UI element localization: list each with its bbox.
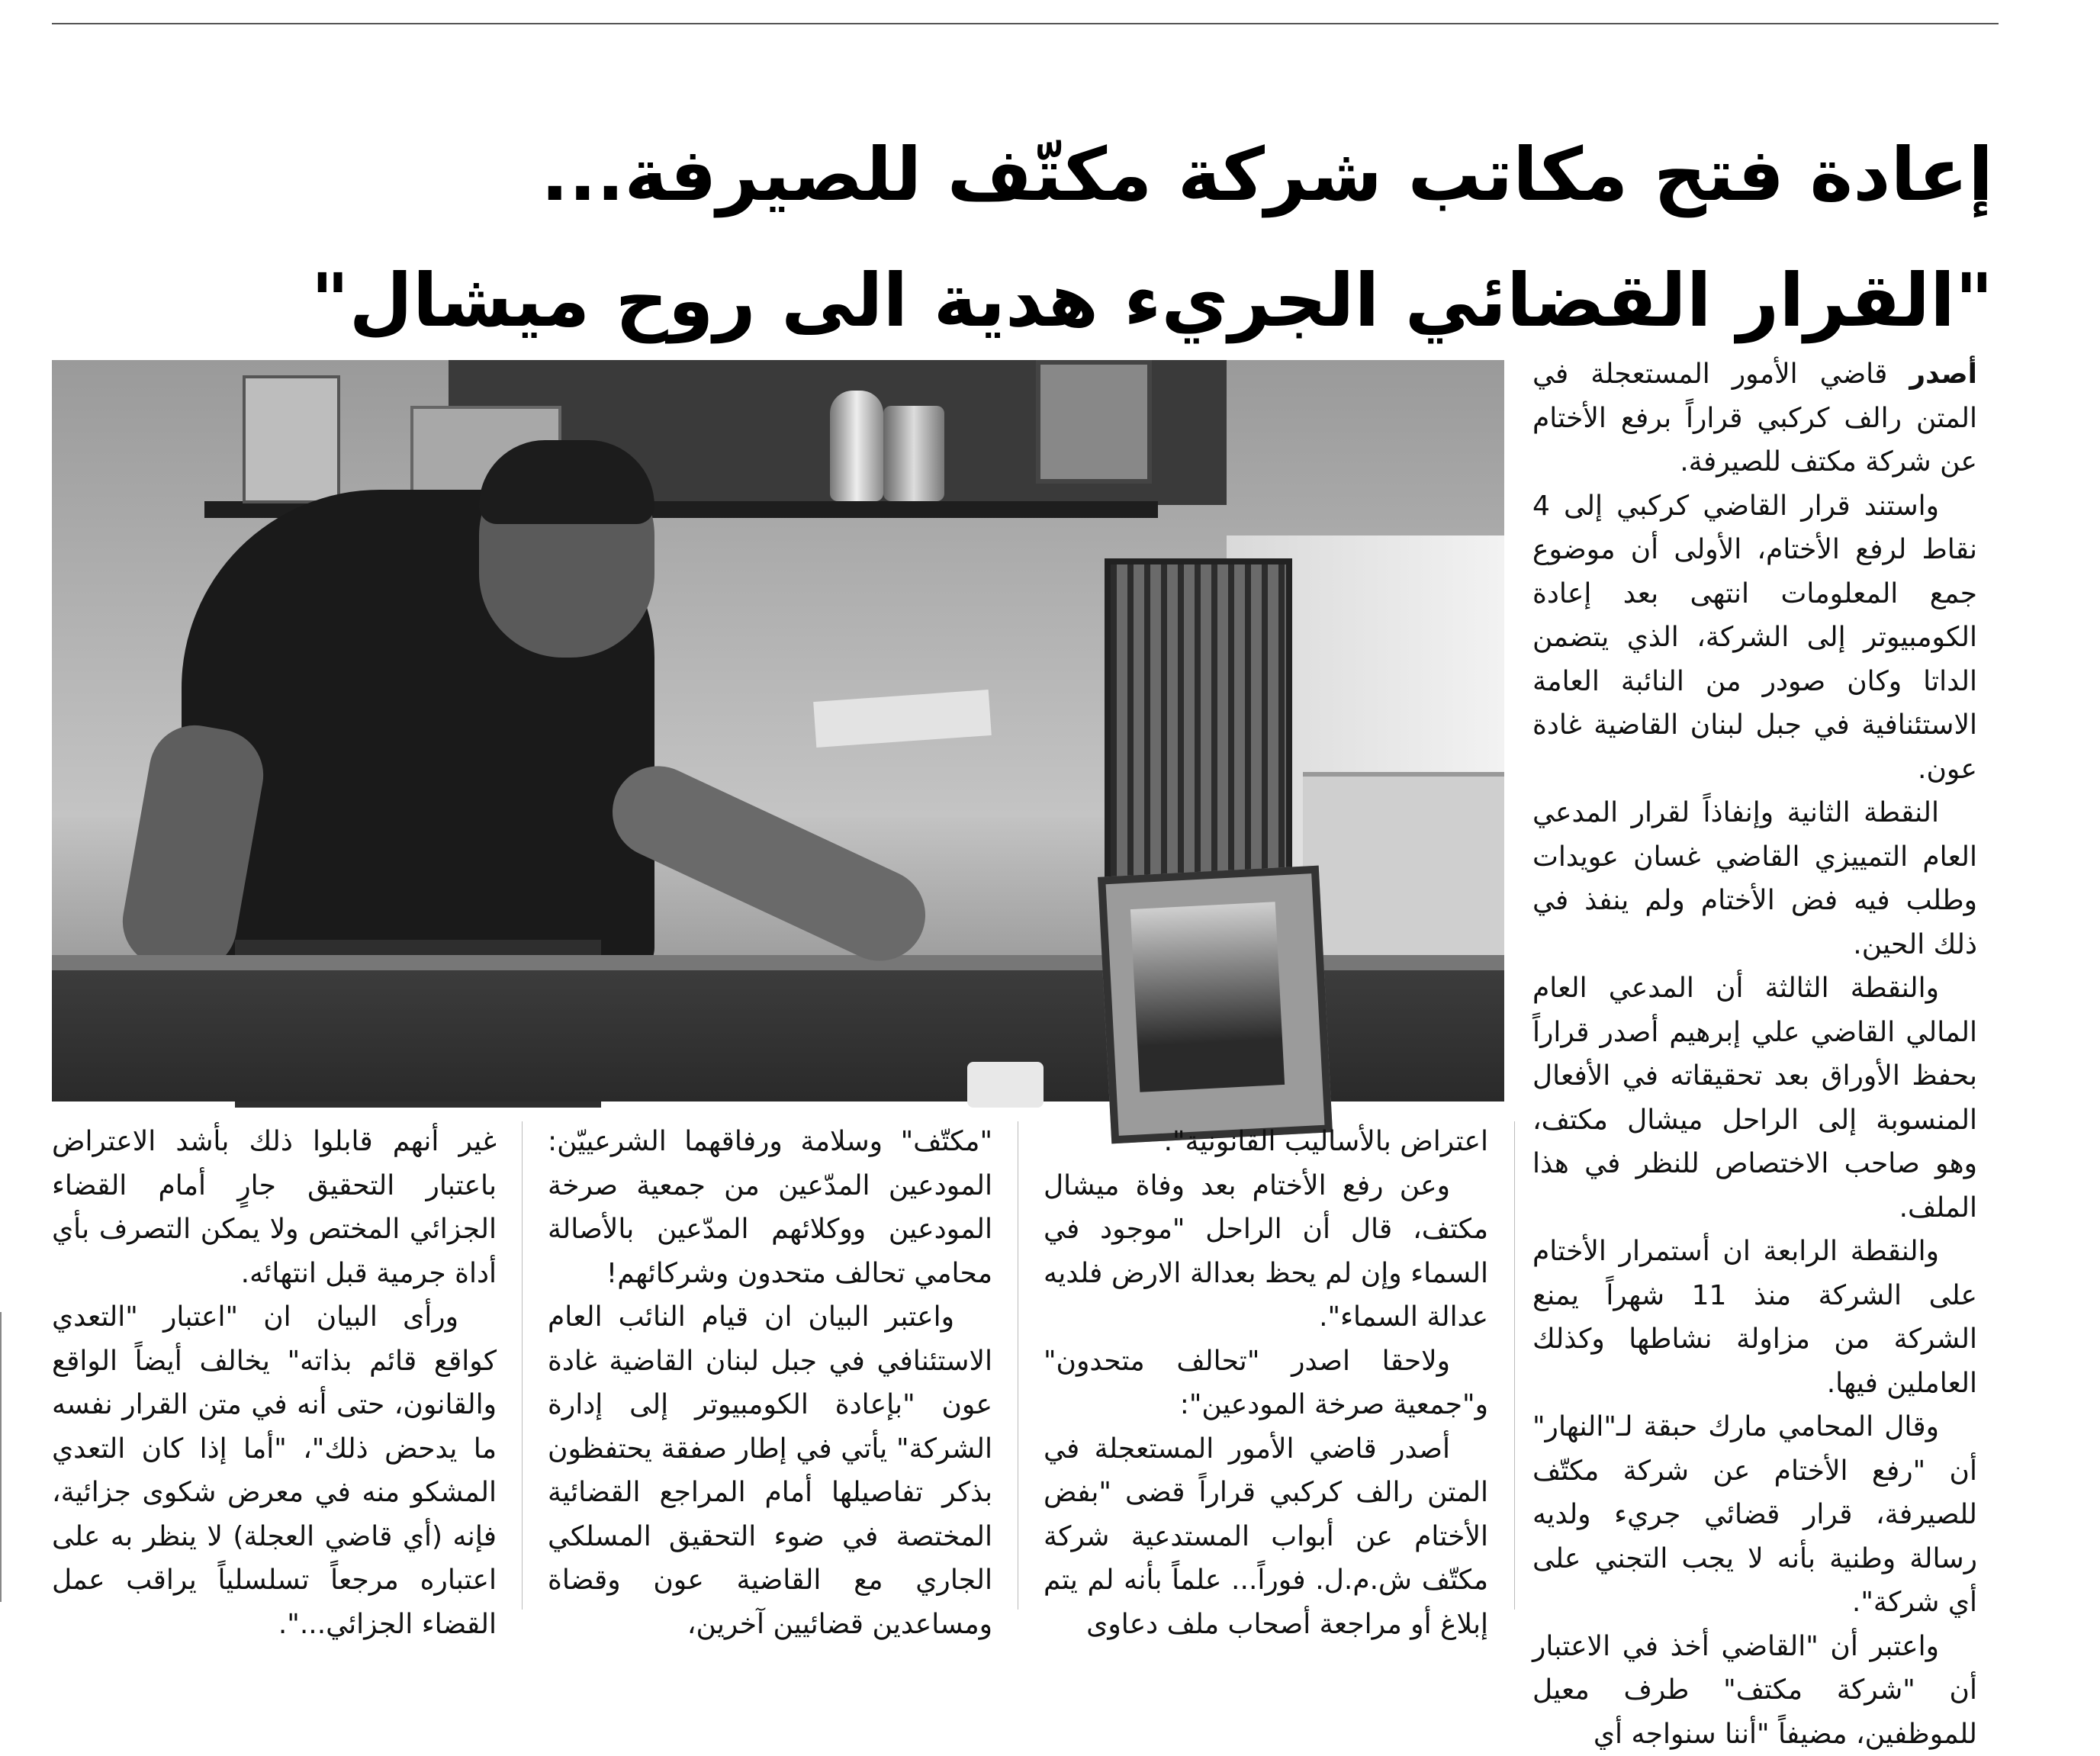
column-divider xyxy=(522,1121,523,1610)
column-divider xyxy=(1514,1121,1515,1610)
paragraph-text: قاضي الأمور المستعجلة في المتن رالف كركبي قراراً برفع الأختام عن شركة مكتف للصيرفة. xyxy=(1532,359,1977,478)
headline-line-2: "القرار القضائي الجريء هدية الى روح ميشال" xyxy=(311,251,1993,350)
paragraph: وعن رفع الأختام بعد وفاة ميشال مكتف، قال أن الراحل "موجود في السماء وإن لم يحظ بعدالة الارض فلديه عدالة السماء". xyxy=(1044,1164,1488,1340)
top-rule xyxy=(52,23,1999,24)
paragraph: اعتراض بالأساليب القانونية". xyxy=(1044,1120,1488,1164)
article-photo xyxy=(52,360,1504,1102)
paragraph: غير أنهم قابلوا ذلك بأشد الاعتراض باعتبار التحقيق جارٍ أمام القضاء الجزائي المختص ولا يمكن التصرف بأي أداة جرمية قبل انتهائه. xyxy=(52,1120,497,1295)
page-edge-mark xyxy=(0,1312,2,1602)
photo-candle xyxy=(967,1062,1044,1108)
paragraph: "مكتّف" وسلامة ورفاقهما الشرعييّن: المودعين المدّعين من جمعية صرخة المودعين ووكلائهم المدّعين بالأصالة محامي تحالف متحدون وشركائهم! xyxy=(548,1120,992,1295)
headline-line-1: إعادة فتح مكاتب شركة مكتّف للصيرفة... xyxy=(541,125,1993,224)
paragraph: والنقطة الرابعة ان أستمرار الأختام على الشركة منذ 11 شهراً يمنع الشركة من مزاولة نشاطها وكذلك العاملين فيها. xyxy=(1532,1230,1977,1405)
paragraph: واعتبر أن "القاضي أخذ في الاعتبار أن "شركة مكتف" طرف معيل للموظفين، مضيفاً "أننا سنواجه أي xyxy=(1532,1625,1977,1756)
article-column-3 xyxy=(548,1120,992,1619)
paragraph: والنقطة الثالثة أن المدعي العام المالي القاضي علي إبرهيم أصدر قراراً بحفظ الأوراق بعد تحقيقاته في الأفعال المنسوبة إلى الراحل ميشال مكتف، وهو صاحب الاختصاص للنظر في هذا الملف. xyxy=(1532,966,1977,1230)
paragraph: واستند قرار القاضي كركبي إلى 4 نقاط لرفع الأختام، الأولى أن موضوع جمع المعلومات انتهى بعد إعادة الكومبيوتر إلى الشركة، الذي يتضمن الداتا وكان صودر من النائبة العامة الاستئنافية في جبل لبنان القاضية غادة عون. xyxy=(1532,484,1977,792)
article-column-2 xyxy=(1044,1120,1488,1619)
photo-portrait-picture xyxy=(1130,902,1285,1092)
photo-vase xyxy=(830,391,883,501)
photo-religious-icon xyxy=(243,375,340,503)
paragraph: النقطة الثانية وإنفاذاً لقرار المدعي العام التمييزي القاضي غسان عويدات وطلب فيه فض الأختام ولم ينفذ في ذلك الحين. xyxy=(1532,791,1977,966)
paragraph: ولاحقا اصدر "تحالف متحدون" و"جمعية صرخة المودعين": xyxy=(1044,1340,1488,1427)
paragraph: ورأى البيان ان "اعتبار "التعدي كواقع قائم بذاته" يخالف أيضاً الواقع والقانون، حتى أنه في متن القرار نفسه ما يدحض ذلك"، "أما إذا كان التعدي المشكو منه في معرض شكوى جزائية، فإنه (أي قاضي العجلة) لا ينظر به على اعتباره مرجعاً تسلسلياً يراقب عمل القضاء الجزائي...". xyxy=(52,1295,497,1646)
paragraph: أصدر قاضي الأمور المستعجلة في المتن رالف كركبي قراراً قضى "بفض الأختام عن أبواب المستدعية شركة مكتّف ش.م.ل. فوراً... علماً بأنه لم يتم إبلاغ أو مراجعة أصحاب ملف دعاوى xyxy=(1044,1427,1488,1647)
paragraph: وقال المحامي مارك حبقة لـ"النهار" أن "رفع الأختام عن شركة مكتّف للصيرفة، قرار قضائي جريء ولديه رسالة وطنية بأنه لا يجب التجني على أي شركة". xyxy=(1532,1405,1977,1625)
article-column-1 xyxy=(1532,352,1977,1619)
article-column-4 xyxy=(52,1120,497,1619)
paragraph xyxy=(1532,352,1977,484)
paragraph: واعتبر البيان ان قيام النائب العام الاستئنافي في جبل لبنان القاضية غادة عون "بإعادة الكومبيوتر إلى إدارة الشركة" يأتي في إطار صفقة يحتفظون بذكر تفاصيلها أمام المراجع القضائية المختصة في ضوء التحقيق المسلكي الجاري مع القاضية عون وقضاة ومساعدين قضائيين آخرين، xyxy=(548,1295,992,1646)
photo-gold-frame xyxy=(1036,360,1152,484)
photo-person-hair xyxy=(479,440,654,524)
photo-trophy-cup xyxy=(883,406,944,501)
lead-word: أصدر xyxy=(1909,359,1977,390)
